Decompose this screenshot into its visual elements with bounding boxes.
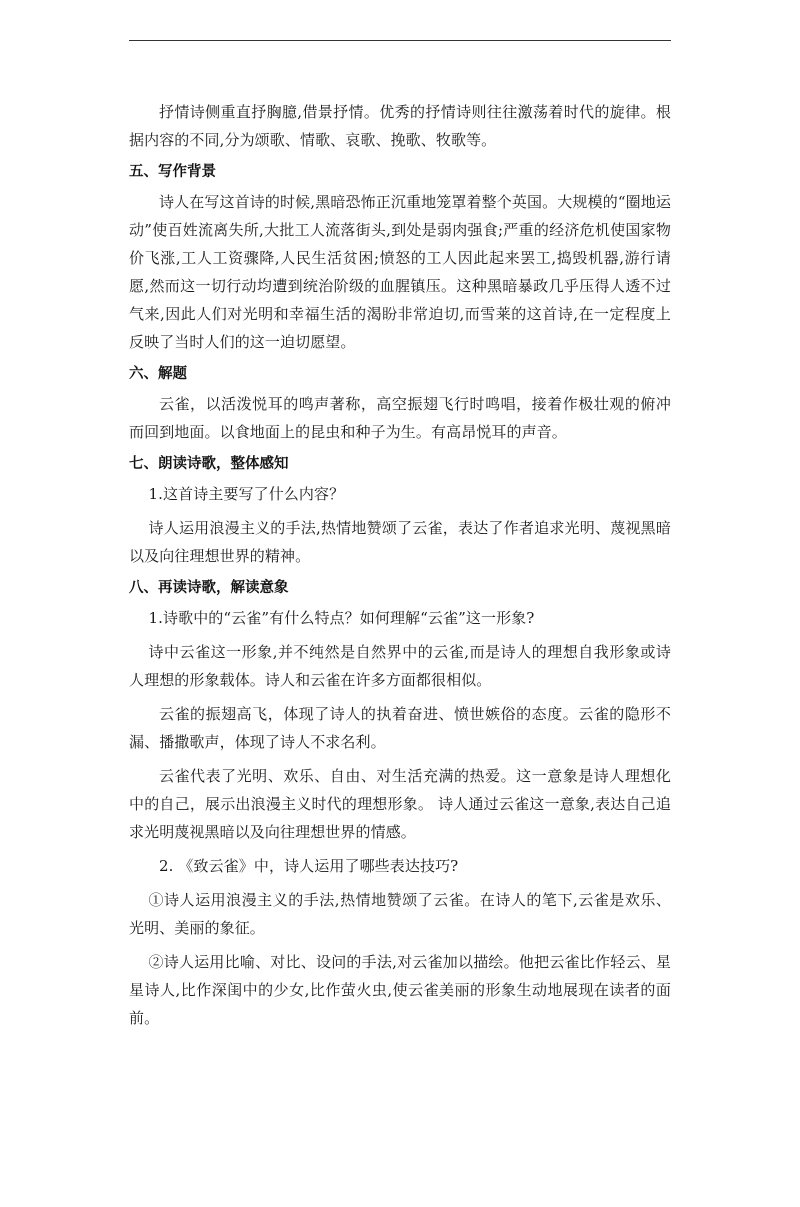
background-paragraph: 诗人在写这首诗的时候,黑暗恐怖正沉重地笼罩着整个英国。大规模的“圈地运动”使百姓流离失所,大批工人流落街头,到处是弱肉强食;严重的经济危机使国家物价飞涨,工人工资骤降,人民生活贫困;愤怒的工人因此起来罢工,捣毁机器,游行请愿,然而这一切行动均遭到统治阶级的血腥镇压。这种黑暗暴政几乎压得人透不过气来,因此人们对光明和幸福生活的渴盼非常迫切,而雪莱的这首诗,在一定程度上反映了当时人们的这一迫切愿望。 [129, 193, 671, 351]
question-techniques: 2. 《致云雀》中，诗人运用了哪些表达技巧? [159, 857, 459, 875]
header-rule [129, 40, 671, 41]
section-heading-background: 五、写作背景 [129, 164, 216, 180]
document-body [129, 98, 671, 1038]
intro-paragraph: 抒情诗侧重直抒胸臆,借景抒情。优秀的抒情诗则往往激荡着时代的旋律。根据内容的不同,分为颂歌、情歌、哀歌、挽歌、牧歌等。 [129, 103, 671, 149]
answer-technique-2: ②诗人运用比喻、对比、设问的手法,对云雀加以描绘。他把云雀比作轻云、星星诗人,比作深闺中的少女,比作萤火虫,使云雀美丽的形象生动地展现在读者的面前。 [129, 953, 671, 1027]
question-1-main-content: 1.这首诗主要写了什么内容？ [148, 485, 345, 503]
answer-technique-1: ①诗人运用浪漫主义的手法,热情地赞颂了云雀。在诗人的笔下,云雀是欢乐、光明、美丽的象征。 [129, 891, 671, 937]
answer-1-main-content: 诗人运用浪漫主义的手法,热情地赞颂了云雀，表达了作者追求光明、蔑视黑暗以及向往理想世界的精神。 [129, 519, 671, 565]
answer-skylark-paragraph-2: 云雀的振翅高飞，体现了诗人的执着奋进、愤世嫉俗的态度。云雀的隐形不漏、播撒歌声，体现了诗人不求名利。 [129, 705, 671, 751]
title-explanation-paragraph: 云雀，以活泼悦耳的鸣声著称，高空振翅飞行时鸣唱，接着作极壮观的俯冲而回到地面。以食地面上的昆虫和种子为生。有高昂悦耳的声音。 [129, 395, 671, 441]
question-skylark-features: 1.诗歌中的“云雀”有什么特点？如何理解“云雀”这一形象? [148, 609, 535, 627]
section-heading-reading-perception: 七、朗读诗歌，整体感知 [129, 456, 289, 472]
answer-skylark-paragraph-1: 诗中云雀这一形象,并不纯然是自然界中的云雀,而是诗人的理想自我形象或诗人理想的形象载体。诗人和云雀在许多方面都很相似。 [129, 643, 671, 689]
section-heading-title-explanation: 六、解题 [129, 366, 187, 382]
answer-skylark-paragraph-3: 云雀代表了光明、欢乐、自由、对生活充满的热爱。这一意象是诗人理想化中的自己，展示出浪漫主义时代的理想形象。 诗人通过云雀这一意象,表达自己追求光明蔑视黑暗以及向往理想世界的情感。 [129, 767, 671, 841]
section-heading-imagery: 八、再读诗歌，解读意象 [129, 580, 289, 596]
